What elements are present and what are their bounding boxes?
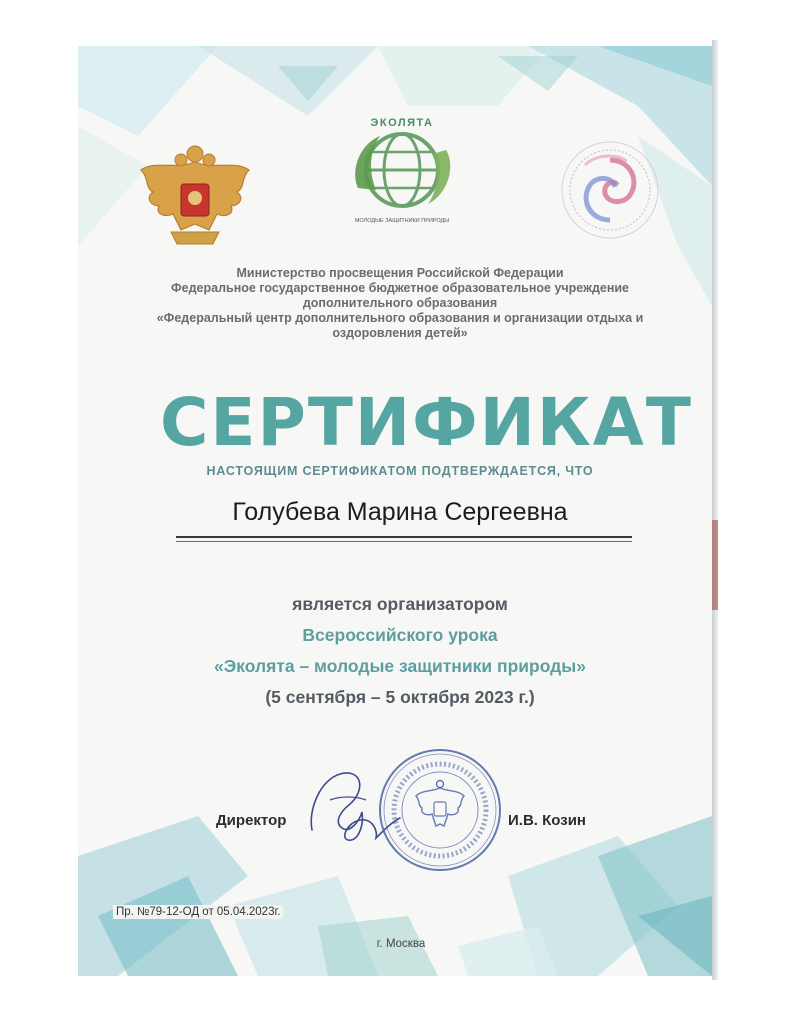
order-reference: Пр. №79-12-ОД от 05.04.2023г. (113, 905, 283, 919)
institution-line-4: оздоровления детей» (332, 326, 468, 340)
event-name: «Эколята – молодые защитники природы» (214, 656, 586, 676)
name-underline (176, 536, 632, 538)
director-name: И.В. Козин (508, 812, 586, 829)
institution-line-2: дополнительного образования (302, 296, 498, 310)
institution-line-3: «Федеральный центр дополнительного образования и организации отдыха и (156, 311, 644, 325)
ekolyata-logo-text: ЭКОЛЯТА (370, 117, 434, 129)
official-seal-icon (376, 746, 504, 874)
event-dates: (5 сентября – 5 октября 2023 г.) (265, 687, 535, 707)
event-type: Всероссийского урока (302, 625, 498, 645)
russian-coat-of-arms-icon (135, 140, 255, 248)
page-edge-tint (712, 520, 718, 610)
globe-leaf-icon (340, 110, 465, 230)
city-label: г. Москва (376, 938, 426, 950)
director-label: Директор (216, 812, 287, 829)
page-edge (712, 40, 718, 980)
ekolyata-tagline: МОЛОДЫЕ ЗАЩИТНИКИ ПРИРОДЫ (354, 218, 450, 224)
confirmation-text: НАСТОЯЩИМ СЕРТИФИКАТОМ ПОДТВЕРЖДАЕТСЯ, ЧТО (206, 464, 594, 478)
institution-line-1: Федеральное государственное бюджетное образовательное учреждение (170, 281, 630, 295)
certificate-title: СЕРТИФИКАТ (160, 384, 693, 461)
name-underline-thin (176, 541, 632, 542)
recipient-name: Голубева Марина Сергеевна (232, 498, 568, 526)
role-text: является организатором (292, 594, 508, 614)
ministry-name: Министерство просвещения Российской Федерации (236, 266, 564, 280)
swirl-icon (555, 135, 665, 245)
